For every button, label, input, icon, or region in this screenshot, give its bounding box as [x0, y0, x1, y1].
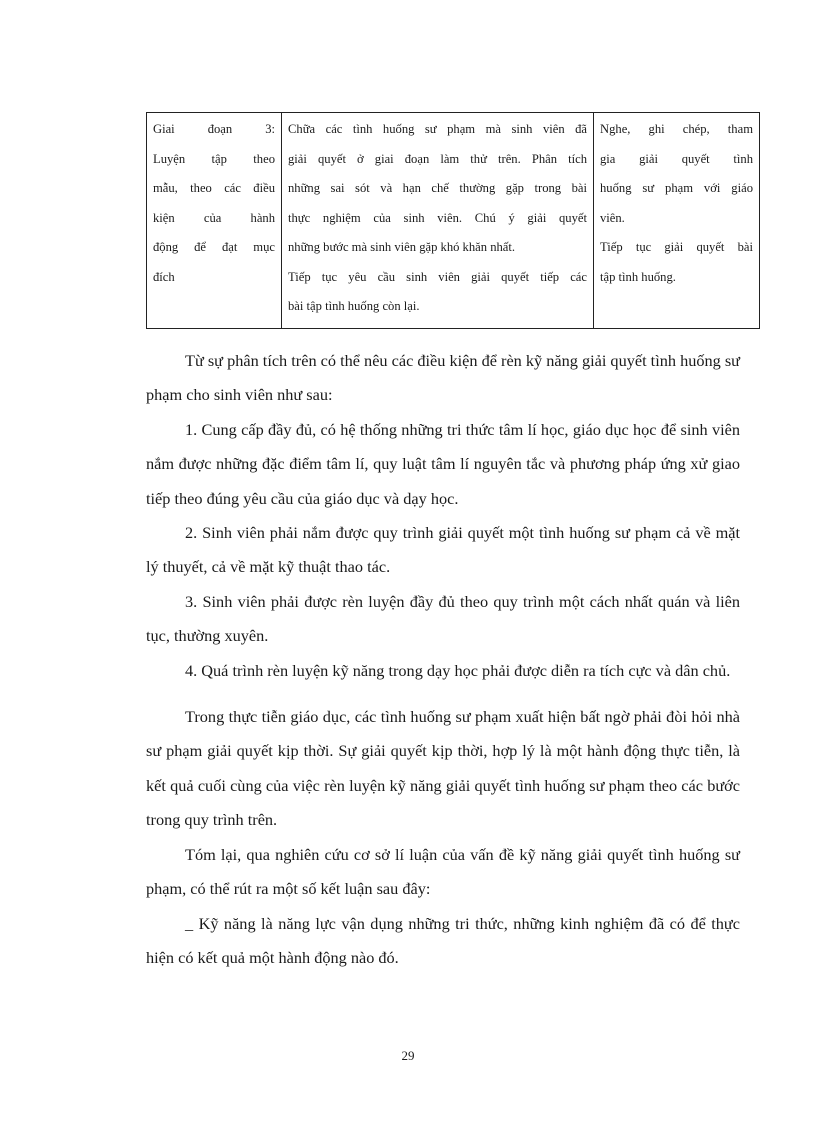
teacher-line: bài tập tình huống còn lại. — [288, 299, 420, 313]
page-number: 29 — [401, 1048, 415, 1063]
paragraph-condition-2: 2. Sinh viên phải nắm được quy trình giải quyết một tình huống sư phạm cả về mặt lý thuyết, cả về mặt kỹ thuật thao tác. — [146, 523, 740, 577]
student-line: huống sư phạm với giáo — [600, 181, 753, 195]
teacher-activity-cell — [282, 113, 594, 329]
teacher-line: giải quyết ở giai đoạn làm thử trên. Phân tích — [288, 151, 587, 166]
stage-cell — [147, 113, 282, 329]
paragraph-conclusion-1: _ Kỹ năng là năng lực vận dụng những tri thức, những kinh nghiệm đã có để thực hiện có kết quả một hành động nào đó. — [146, 913, 740, 967]
paragraph-summary: Tóm lại, qua nghiên cứu cơ sở lí luận của vấn đề kỹ năng giải quyết tình huống sư phạm, có thể rút ra một số kết luận sau đây: — [146, 844, 740, 899]
stage-line: Luyện tập theo — [153, 151, 275, 166]
paragraph-practice: Trong thực tiễn giáo dục, các tình huống sư phạm xuất hiện bất ngờ phải đòi hỏi nhà sư phạm giải quyết kịp thời. Sự giải quyết kịp thời, hợp lý là một hành động thực tiễn, là kết quả cuối cùng của việc rèn luyện kỹ năng giải quyết tình huống sư phạm theo các bước trong quy trình trên. — [146, 707, 740, 830]
paragraph-intro: Từ sự phân tích trên có thể nêu các điều kiện để rèn kỹ năng giải quyết tình huống sư phạm cho sinh viên như sau: — [146, 351, 741, 405]
student-activity-cell — [594, 113, 760, 329]
teacher-line: Tiếp tục yêu cầu sinh viên giải quyết tiếp các — [288, 269, 587, 284]
teacher-line: Chữa các tình huống sư phạm mà sinh viên đã — [288, 122, 587, 136]
student-line: Tiếp tục giải quyết bài — [600, 240, 753, 254]
stage-line: động để đạt mục — [153, 240, 275, 254]
stage-line: đích — [153, 269, 175, 284]
paragraph-condition-3: 3. Sinh viên phải được rèn luyện đầy đủ theo quy trình một cách nhất quán và liên tục, thường xuyên. — [146, 591, 740, 646]
teacher-line: những sai sót và hạn chế thường gặp trong bài — [288, 181, 587, 195]
table-row — [147, 113, 760, 329]
student-line: Nghe, ghi chép, tham — [600, 122, 753, 136]
stage-line: kiện của hành — [153, 210, 275, 225]
student-line: gia giải quyết tình — [600, 151, 753, 166]
stage-line: mẫu, theo các điều — [153, 181, 275, 195]
paragraph-condition-4: 4. Quá trình rèn luyện kỹ năng trong dạy học phải được diễn ra tích cực và dân chủ. — [185, 660, 731, 680]
body-text — [146, 344, 740, 975]
student-line: tập tình huống. — [600, 269, 676, 284]
teacher-line: thực nghiệm của sinh viên. Chú ý giải quyết — [288, 210, 587, 225]
paragraph-condition-1: 1. Cung cấp đầy đủ, có hệ thống những tri thức tâm lí học, giáo dục học để sinh viên nắm được những đặc điểm tâm lí, quy luật tâm lí nguyên tắc và phương pháp ứng xử giao tiếp theo đúng yêu cầu của giáo dục và dạy học. — [146, 419, 740, 508]
stage-line: Giai đoạn 3: — [153, 122, 275, 136]
stage-table — [146, 112, 760, 329]
teacher-line: những bước mà sinh viên gặp khó khăn nhất. — [288, 240, 516, 254]
student-line: viên. — [600, 210, 625, 225]
